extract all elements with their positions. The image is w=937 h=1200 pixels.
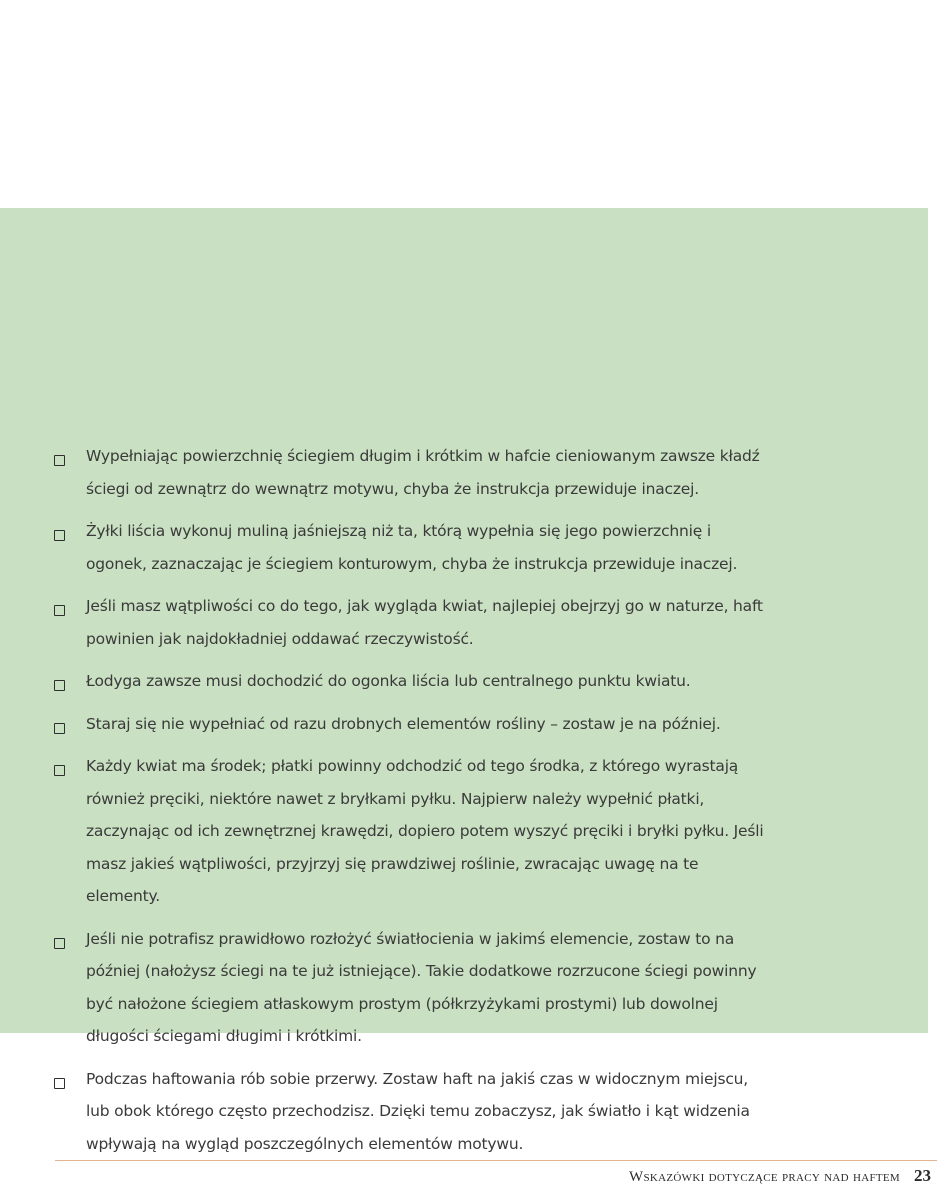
tip-item (52, 515, 772, 580)
page-footer (629, 1166, 931, 1186)
tip-item (52, 923, 772, 1053)
running-title: Wskazówki dotyczące pracy nad haftem (629, 1169, 900, 1185)
checkbox-icon (54, 680, 65, 691)
tip-item (52, 665, 772, 698)
checkbox-icon (54, 455, 65, 466)
tips-list (52, 440, 772, 1170)
checkbox-icon (54, 1078, 65, 1089)
tip-text: Każdy kwiat ma środek; płatki powinny odchodzić od tego środka, z którego wyrastają również pręciki, niektóre nawet z bryłkami pyłku. Najpierw należy wypełnić płatki, zaczynając od ich zewnętrznej krawędzi, dopiero potem wyszyć pręciki i bryłki pyłku. Jeśli masz jakieś wątpliwości, przyjrzyj się prawdziwej roślinie, zwracając uwagę na te elementy. (86, 757, 764, 905)
tips-panel (0, 208, 928, 1153)
tip-item (52, 1063, 772, 1161)
tip-text: Jeśli nie potrafisz prawidłowo rozłożyć światłocienia w jakimś elemencie, zostaw to na później (nałożysz ściegi na te już istniejące). Takie dodatkowe rozrzucone ściegi powinny być nałożone ściegiem atłaskowym prostym (półkrzyżykami prostymi) lub dowolnej długości ściegami długimi i krótkimi. (86, 929, 757, 1045)
tip-text: Staraj się nie wypełniać od razu drobnych elementów rośliny – zostaw je na później. (86, 714, 721, 733)
tip-item (52, 590, 772, 655)
tip-item (52, 440, 772, 505)
tip-text: Żyłki liścia wykonuj muliną jaśniejszą niż ta, którą wypełnia się jego powierzchnię i ogonek, zaznaczając je ściegiem konturowym, chyba że instrukcja przewiduje inaczej. (86, 522, 738, 573)
checkbox-icon (54, 530, 65, 541)
checkbox-icon (54, 723, 65, 734)
checkbox-icon (54, 605, 65, 616)
page-number: 23 (914, 1166, 931, 1185)
footer-rule (55, 1160, 937, 1161)
tip-text: Łodyga zawsze musi dochodzić do ogonka liścia lub centralnego punktu kwiatu. (86, 672, 691, 690)
checkbox-icon (54, 765, 65, 776)
tip-text: Podczas haftowania rób sobie przerwy. Zostaw haft na jakiś czas w widocznym miejscu, lub obok którego często przechodzisz. Dzięki temu zobaczysz, jak światło i kąt widzenia wpływają na wygląd poszczególnych elementów motywu. (86, 1069, 750, 1153)
tip-text: Jeśli masz wątpliwości co do tego, jak wygląda kwiat, najlepiej obejrzyj go w naturze, haft powinien jak najdokładniej oddawać rzeczywistość. (86, 597, 763, 648)
tip-item (52, 750, 772, 913)
tip-text: Wypełniając powierzchnię ściegiem długim i krótkim w hafcie cieniowanym zawsze kładź ściegi od zewnątrz do wewnątrz motywu, chyba że instrukcja przewiduje inaczej. (86, 447, 760, 498)
tip-item (52, 708, 772, 741)
checkbox-icon (54, 938, 65, 949)
